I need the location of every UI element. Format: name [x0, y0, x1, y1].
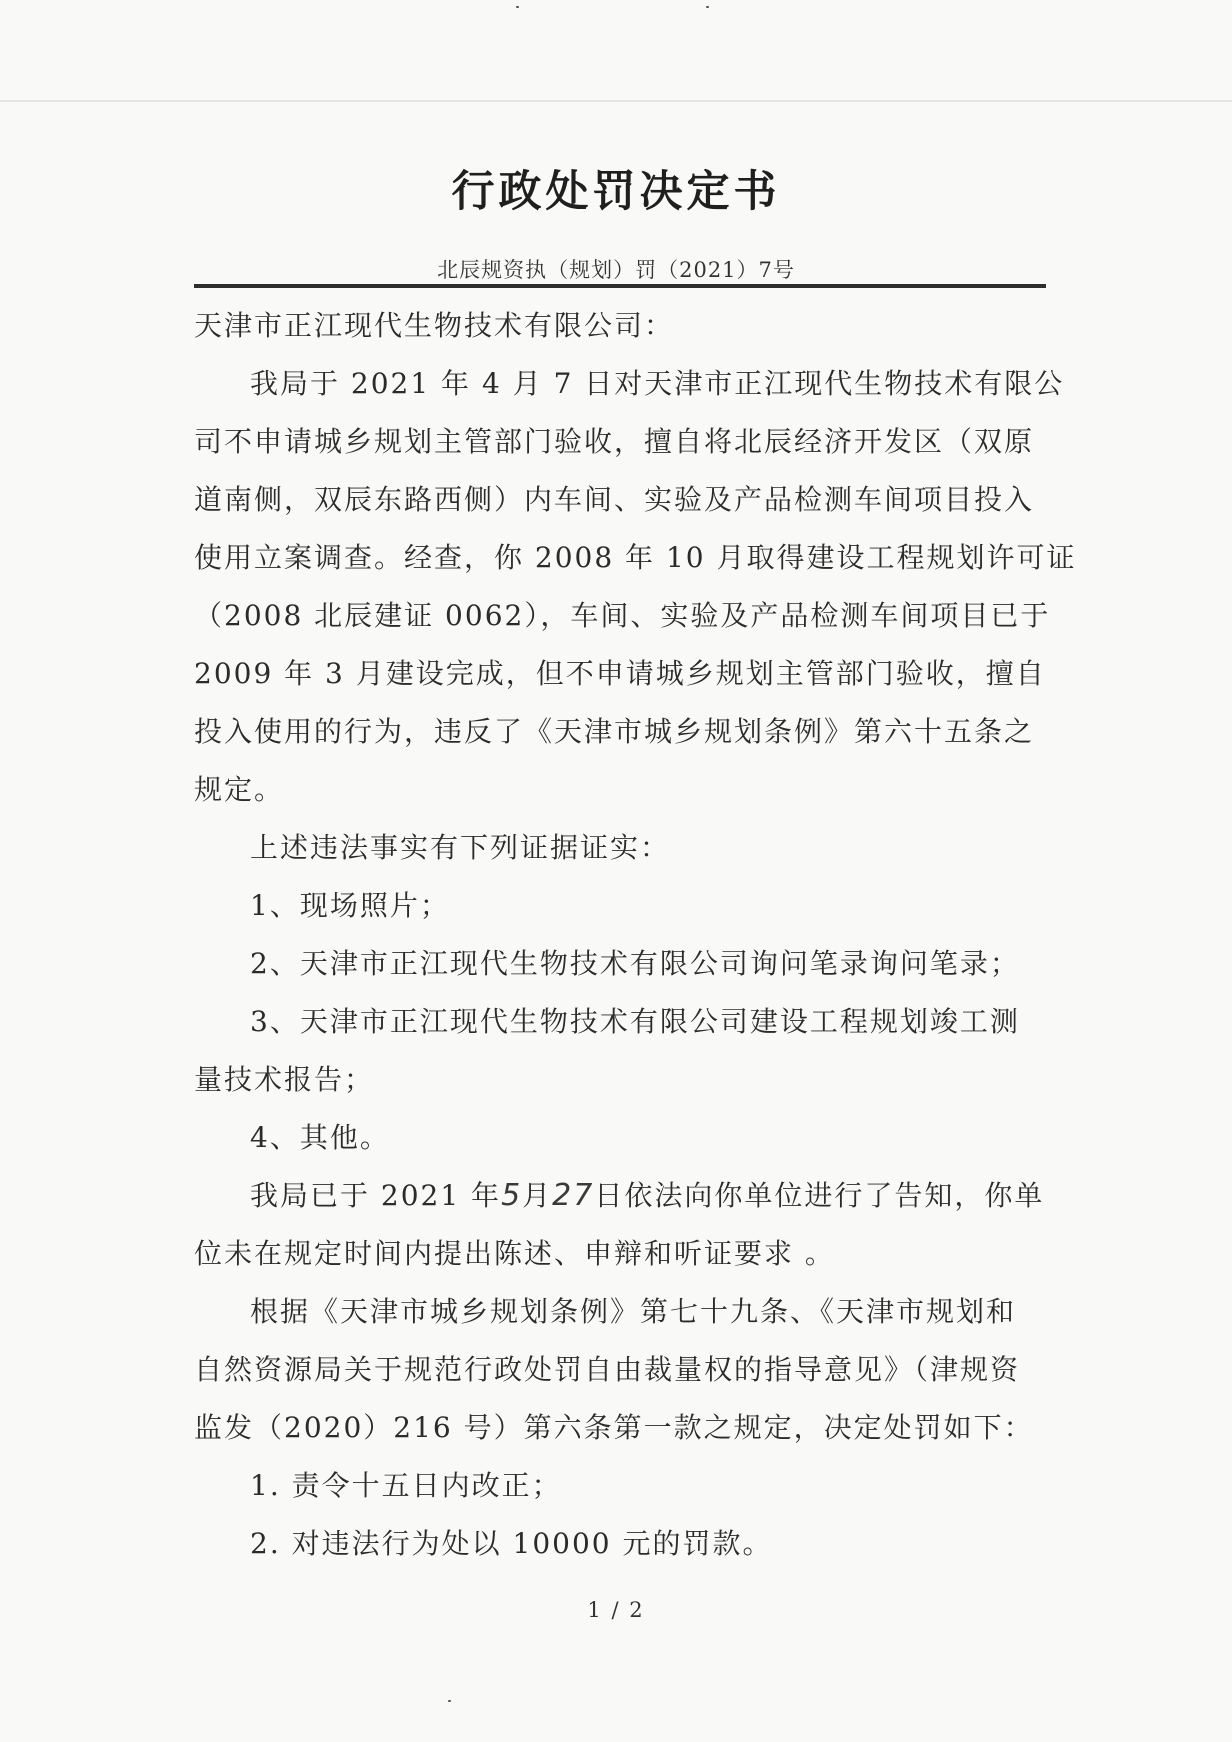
notice-line [250, 1167, 1048, 1225]
document-number: 北辰规资执（规划）罚（2021）7号 [437, 258, 795, 282]
penalty-item: 1. 责令十五日内改正； [250, 1469, 562, 1502]
body-line: 投入使用的行为，违反了《天津市城乡规划条例》第六十五条之 [194, 715, 1035, 748]
page-number: 1 / 2 [587, 1598, 645, 1622]
handwritten-month: 5 [501, 1178, 523, 1213]
evidence-item: 1、现场照片； [250, 889, 450, 922]
addressee: 天津市正江现代生物技术有限公司： [194, 309, 675, 342]
header-rule [194, 284, 1046, 288]
decision-line: 自然资源局关于规范行政处罚自由裁量权的指导意见》（津规资 [194, 1353, 1021, 1386]
notice-prefix: 我局已于 2021 年 [250, 1179, 502, 1212]
scan-speck [706, 6, 709, 8]
decision-line: 监发（2020）216 号）第六条第一款之规定，决定处罚如下： [194, 1411, 1034, 1444]
evidence-item-continued: 量技术报告； [194, 1063, 375, 1096]
body-line: 2009 年 3 月建设完成，但不申请城乡规划主管部门验收，擅自 [194, 657, 1046, 690]
handwritten-day: 27 [552, 1178, 595, 1213]
notice-suffix: 日依法向你单位进行了告知，你单 [594, 1179, 1045, 1212]
body-line: （2008 北辰建证 0062），车间、实验及产品检测车间项目已于 [194, 599, 1051, 632]
body-line: 道南侧，双辰东路西侧）内车间、实验及产品检测车间项目投入 [194, 483, 1035, 516]
body-line: 规定。 [194, 773, 285, 806]
penalty-item: 2. 对违法行为处以 10000 元的罚款。 [250, 1527, 773, 1560]
body-line: 使用立案调查。经查，你 2008 年 10 月取得建设工程规划许可证 [194, 541, 1077, 574]
scan-speck [448, 1700, 451, 1702]
document-title: 行政处罚决定书 [451, 167, 781, 217]
body-line: 我局于 2021 年 4 月 7 日对天津市正江现代生物技术有限公 [250, 367, 1065, 400]
decision-line: 根据《天津市城乡规划条例》第七十九条、《天津市规划和 [250, 1295, 1017, 1328]
evidence-item: 2、天津市正江现代生物技术有限公司询问笔录询问笔录； [250, 947, 1020, 980]
evidence-item: 4、其他。 [250, 1121, 390, 1154]
evidence-item: 3、天津市正江现代生物技术有限公司建设工程规划竣工测 [250, 1005, 1020, 1038]
evidence-intro: 上述违法事实有下列证据证实： [250, 831, 671, 864]
body-line: 司不申请城乡规划主管部门验收，擅自将北辰经济开发区（双原 [194, 425, 1035, 458]
scan-speck [516, 6, 519, 8]
notice-line-2: 位未在规定时间内提出陈述、申辩和听证要求 。 [194, 1237, 835, 1270]
scan-border [0, 100, 1232, 102]
notice-month-unit: 月 [522, 1179, 553, 1212]
